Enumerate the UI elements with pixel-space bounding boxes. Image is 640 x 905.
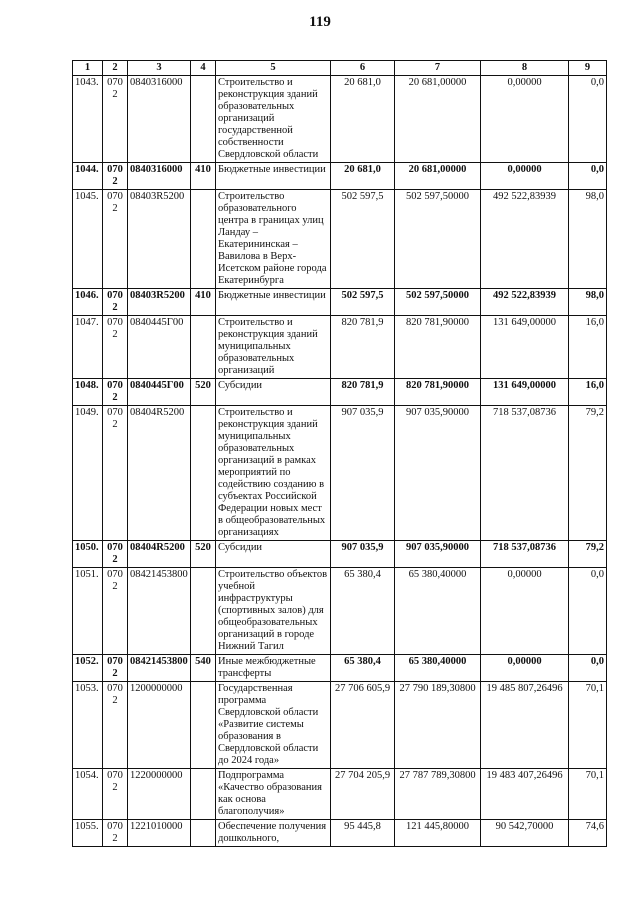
section-code: 0702 — [103, 163, 128, 190]
item-name: Бюджетные инвестиции — [216, 289, 331, 316]
item-name: Строительство объектов учебной инфраструктуры (спортивных залов) для общеобразовательных организаций в городе Нижний Тагил — [216, 568, 331, 655]
expense-type — [191, 316, 216, 379]
item-name: Обеспечение получения дошкольного, — [216, 820, 331, 847]
section-code: 0702 — [103, 379, 128, 406]
execution-percent: 74,6 — [569, 820, 607, 847]
execution-percent: 0,0 — [569, 76, 607, 163]
planned-amount: 65 380,4 — [331, 655, 395, 682]
header-cell: 2 — [103, 61, 128, 76]
row-number: 1049. — [73, 406, 103, 541]
row-number: 1055. — [73, 820, 103, 847]
planned-amount: 20 681,0 — [331, 163, 395, 190]
planned-amount: 65 380,4 — [331, 568, 395, 655]
budget-table — [72, 60, 607, 847]
row-number: 1047. — [73, 316, 103, 379]
executed-amount: 718 537,08736 — [481, 541, 569, 568]
executed-amount: 0,00000 — [481, 655, 569, 682]
header-cell: 5 — [216, 61, 331, 76]
row-number: 1044. — [73, 163, 103, 190]
table-row — [73, 379, 607, 406]
executed-amount: 0,00000 — [481, 76, 569, 163]
target-code: 08404R5200 — [128, 406, 191, 541]
approved-amount: 20 681,00000 — [395, 163, 481, 190]
executed-amount: 0,00000 — [481, 163, 569, 190]
approved-amount: 502 597,50000 — [395, 289, 481, 316]
header-cell: 4 — [191, 61, 216, 76]
table-header — [73, 61, 607, 76]
item-name: Государственная программа Свердловской области «Развитие системы образования в Свердловской области до 2024 года» — [216, 682, 331, 769]
target-code: 0840316000 — [128, 163, 191, 190]
section-code: 0702 — [103, 316, 128, 379]
expense-type — [191, 190, 216, 289]
planned-amount: 502 597,5 — [331, 289, 395, 316]
expense-type — [191, 682, 216, 769]
table-row — [73, 682, 607, 769]
item-name: Бюджетные инвестиции — [216, 163, 331, 190]
item-name: Подпрограмма «Качество образования как основа благополучия» — [216, 769, 331, 820]
item-name: Субсидии — [216, 541, 331, 568]
row-number: 1053. — [73, 682, 103, 769]
expense-type: 410 — [191, 163, 216, 190]
execution-percent: 70,1 — [569, 682, 607, 769]
executed-amount: 718 537,08736 — [481, 406, 569, 541]
section-code: 0702 — [103, 190, 128, 289]
section-code: 0702 — [103, 769, 128, 820]
target-code: 1220000000 — [128, 769, 191, 820]
executed-amount: 131 649,00000 — [481, 379, 569, 406]
planned-amount: 907 035,9 — [331, 406, 395, 541]
executed-amount: 0,00000 — [481, 568, 569, 655]
approved-amount: 502 597,50000 — [395, 190, 481, 289]
expense-type — [191, 76, 216, 163]
table-row — [73, 163, 607, 190]
section-code: 0702 — [103, 682, 128, 769]
executed-amount: 492 522,83939 — [481, 190, 569, 289]
target-code: 1200000000 — [128, 682, 191, 769]
section-code: 0702 — [103, 568, 128, 655]
execution-percent: 98,0 — [569, 190, 607, 289]
section-code: 0702 — [103, 820, 128, 847]
expense-type: 410 — [191, 289, 216, 316]
target-code: 0840316000 — [128, 76, 191, 163]
table-row — [73, 568, 607, 655]
item-name: Субсидии — [216, 379, 331, 406]
section-code: 0702 — [103, 541, 128, 568]
table-row — [73, 769, 607, 820]
target-code: 08404R5200 — [128, 541, 191, 568]
table-row — [73, 289, 607, 316]
header-cell: 7 — [395, 61, 481, 76]
header-row — [73, 61, 607, 76]
target-code: 08421453800 — [128, 568, 191, 655]
table-row — [73, 541, 607, 568]
execution-percent: 16,0 — [569, 316, 607, 379]
approved-amount: 27 787 789,30800 — [395, 769, 481, 820]
item-name: Строительство и реконструкция зданий муниципальных образовательных организаций в рамках мероприятий по содействию созданию в субъектах Российской Федерации новых мест в общеобразовательных организациях — [216, 406, 331, 541]
approved-amount: 820 781,90000 — [395, 316, 481, 379]
row-number: 1048. — [73, 379, 103, 406]
planned-amount: 502 597,5 — [331, 190, 395, 289]
target-code: 08403R5200 — [128, 190, 191, 289]
expense-type: 520 — [191, 379, 216, 406]
item-name: Строительство образовательного центра в границах улиц Ландау – Екатерининская – Вавилова в Верх-Исетском районе города Екатеринбурга — [216, 190, 331, 289]
expense-type — [191, 820, 216, 847]
execution-percent: 0,0 — [569, 163, 607, 190]
header-cell: 6 — [331, 61, 395, 76]
row-number: 1054. — [73, 769, 103, 820]
approved-amount: 20 681,00000 — [395, 76, 481, 163]
table-row — [73, 655, 607, 682]
section-code: 0702 — [103, 406, 128, 541]
target-code: 1221010000 — [128, 820, 191, 847]
item-name: Иные межбюджетные трансферты — [216, 655, 331, 682]
table-row — [73, 190, 607, 289]
executed-amount: 492 522,83939 — [481, 289, 569, 316]
row-number: 1043. — [73, 76, 103, 163]
section-code: 0702 — [103, 76, 128, 163]
execution-percent: 70,1 — [569, 769, 607, 820]
page-number: 119 — [309, 14, 331, 30]
approved-amount: 65 380,40000 — [395, 568, 481, 655]
execution-percent: 0,0 — [569, 655, 607, 682]
planned-amount: 820 781,9 — [331, 316, 395, 379]
item-name: Строительство и реконструкция зданий образовательных организаций государственной собственности Свердловской области — [216, 76, 331, 163]
section-code: 0702 — [103, 289, 128, 316]
approved-amount: 27 790 189,30800 — [395, 682, 481, 769]
planned-amount: 27 706 605,9 — [331, 682, 395, 769]
execution-percent: 16,0 — [569, 379, 607, 406]
expense-type — [191, 568, 216, 655]
header-cell: 8 — [481, 61, 569, 76]
expense-type: 520 — [191, 541, 216, 568]
executed-amount: 19 483 407,26496 — [481, 769, 569, 820]
planned-amount: 820 781,9 — [331, 379, 395, 406]
section-code: 0702 — [103, 655, 128, 682]
table-row — [73, 406, 607, 541]
target-code: 08421453800 — [128, 655, 191, 682]
expense-type — [191, 769, 216, 820]
execution-percent: 79,2 — [569, 406, 607, 541]
header-cell: 3 — [128, 61, 191, 76]
table-row — [73, 820, 607, 847]
target-code: 08403R5200 — [128, 289, 191, 316]
target-code: 0840445Г00 — [128, 379, 191, 406]
executed-amount: 90 542,70000 — [481, 820, 569, 847]
approved-amount: 820 781,90000 — [395, 379, 481, 406]
item-name: Строительство и реконструкция зданий муниципальных образовательных организаций — [216, 316, 331, 379]
execution-percent: 79,2 — [569, 541, 607, 568]
planned-amount: 907 035,9 — [331, 541, 395, 568]
executed-amount: 19 485 807,26496 — [481, 682, 569, 769]
row-number: 1050. — [73, 541, 103, 568]
row-number: 1046. — [73, 289, 103, 316]
approved-amount: 907 035,90000 — [395, 541, 481, 568]
header-cell: 1 — [73, 61, 103, 76]
table-row — [73, 316, 607, 379]
table-row — [73, 76, 607, 163]
approved-amount: 121 445,80000 — [395, 820, 481, 847]
row-number: 1051. — [73, 568, 103, 655]
table-body — [73, 76, 607, 847]
approved-amount: 907 035,90000 — [395, 406, 481, 541]
execution-percent: 98,0 — [569, 289, 607, 316]
expense-type — [191, 406, 216, 541]
execution-percent: 0,0 — [569, 568, 607, 655]
target-code: 0840445Г00 — [128, 316, 191, 379]
planned-amount: 27 704 205,9 — [331, 769, 395, 820]
approved-amount: 65 380,40000 — [395, 655, 481, 682]
row-number: 1052. — [73, 655, 103, 682]
header-cell: 9 — [569, 61, 607, 76]
expense-type: 540 — [191, 655, 216, 682]
executed-amount: 131 649,00000 — [481, 316, 569, 379]
row-number: 1045. — [73, 190, 103, 289]
planned-amount: 20 681,0 — [331, 76, 395, 163]
planned-amount: 95 445,8 — [331, 820, 395, 847]
